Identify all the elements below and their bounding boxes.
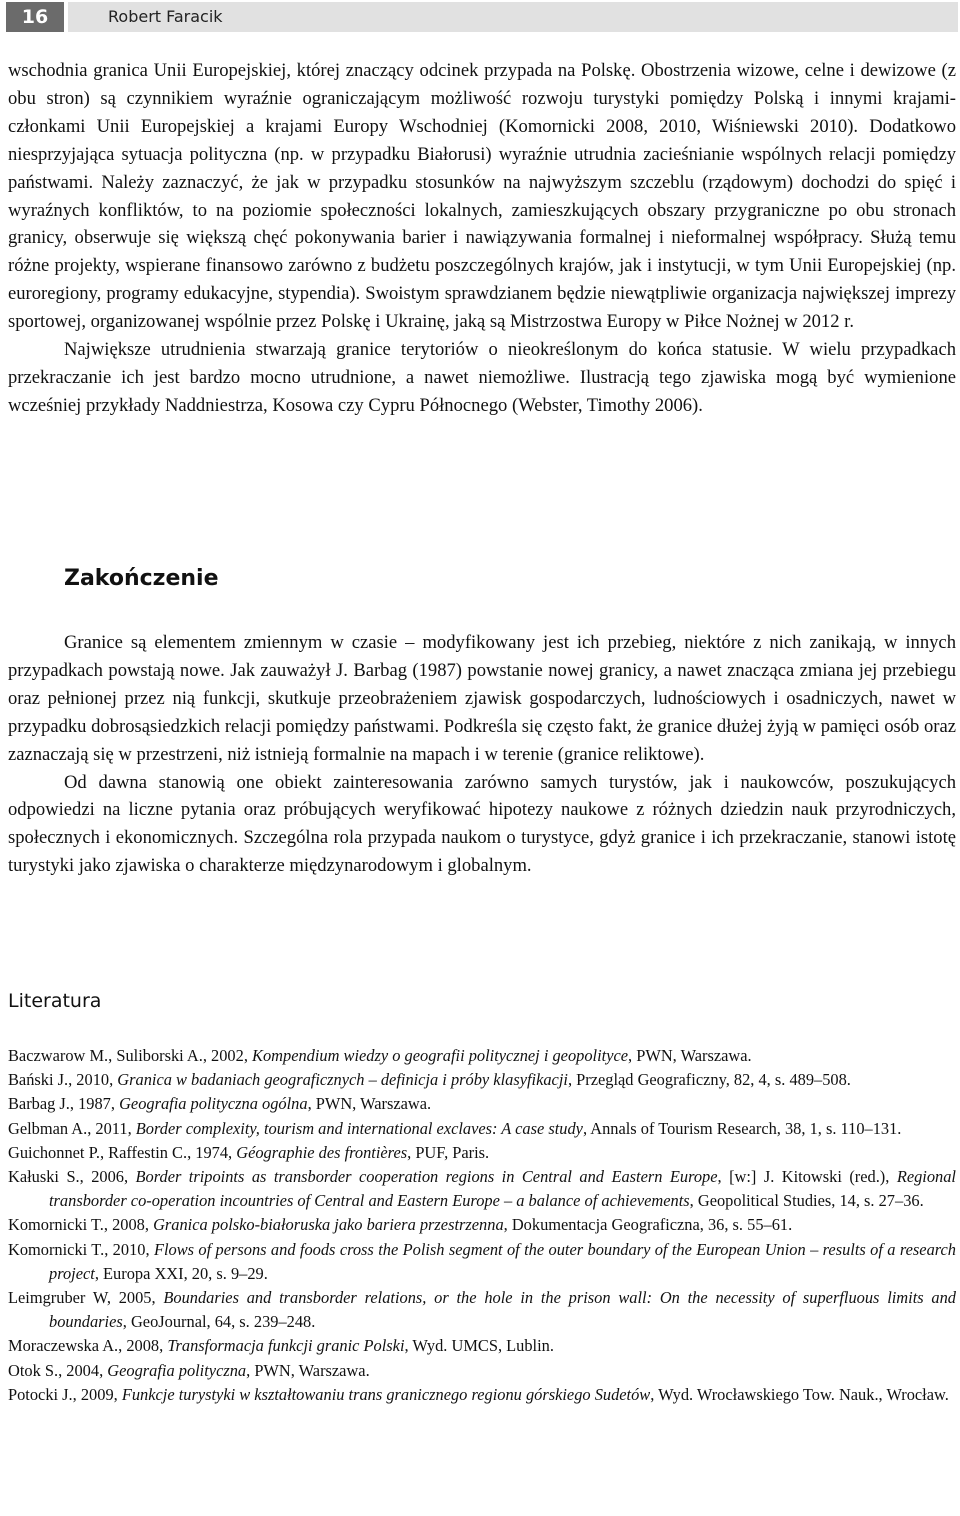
reference-item: Kałuski S., 2006, Border tripoints as transborder cooperation regions in Central and Eastern Europe, [w:] J. Kitowski (red.), Regional transborder co-operation incountries of Central and Eastern Europe – a balance of achievements, Geopolitical Studies, 14, s. 27–36. — [8, 1167, 956, 1211]
body-paragraph: Granice są elementem zmiennym w czasie – modyfikowany jest ich przebieg, niektóre z nich zanikają, w innych przypadkach powstają nowe. Jak zauważył J. Barbag (1987) powstanie nowej granicy, a nawet znacząca zmiana jej przebiegu oraz pełnionej przez nią funkcji, skutkuje przeobrażeniem zjawisk gospodarczych, ludnościowych i osadniczych, nawet w przypadku dobrosąsiedzkich relacji pomiędzy państwami. Podkreśla się często fakt, że granice dłużej żyją w pamięci osób oraz zaznaczają się w przestrzeni, niż istnieją formalnie na mapach i w terenie (granice reliktowe). — [8, 632, 956, 765]
reference-item: Otok S., 2004, Geografia polityczna, PWN, Warszawa. — [8, 1360, 370, 1380]
section-heading: Zakończenie — [64, 566, 219, 591]
page-number: 16 — [6, 2, 64, 32]
references-list — [8, 1044, 956, 1407]
reference-item: Guichonnet P., Raffestin C., 1974, Géographie des frontières, PUF, Paris. — [8, 1142, 490, 1162]
body-paragraph: Od dawna stanowią one obiekt zainteresowania zarówno samych turystów, jak i naukowców, poszukujących odpowiedzi na liczne pytania oraz próbujących weryfikować hipotezy naukowe z różnych dziedzin nauk przyrodniczych, społecznych i ekonomicznych. Szczególna rola przypada naukom o turystyce, gdyż granice i ich przekraczanie, stanowi istotę turystyki jako zjawiska o charakterze międzynarodowym i globalnym. — [8, 771, 956, 877]
reference-item: Baczwarow M., Suliborski A., 2002, Kompendium wiedzy o geografii politycznej i geopolityce, PWN, Warszawa. — [8, 1046, 752, 1065]
conclusion-section — [8, 629, 956, 880]
body-paragraph: wschodnia granica Unii Europejskiej, której znaczący odcinek przypada na Polskę. Obostrzenia wizowe, celne i dewizowe (z obu stron) są czynnikiem wyraźnie ograniczającym możliwość rozwoju turystyki pomiędzy Polską i innymi krajami-członkami Unii Europejskiej a krajami Europy Wschodniej (Komornicki 2008, 2010, Wiśniewski 2010). Dodatkowo niesprzyjająca sytuacja polityczna (np. w przypadku Białorusi) wyraźnie utrudnia zacieśnianie wspólnych relacji pomiędzy państwami. Należy zaznaczyć, że jak w przypadku stosunków na najwyższym szczeblu (rządowym) dochodzi do spięć i wyraźnych konfliktów, to na poziomie społeczności lokalnych, zamieszkujących obszary przygraniczne po obu stronach granicy, obserwuje się większą chęć pokonywania barier i nawiązywania formalnej i nieformalnej współpracy. Służą temu różne projekty, wspierane finansowo zarówno z budżetu poszczególnych krajów, jak i instytucji, w tym Unii Europejskiej (np. euroregiony, programy edukacyjne, stypendia). Swoistym sprawdzianem będzie niewątpliwie organizacja największej imprezy sportowej, organizowanej wspólnie przez Polskę i Ukrainę, jaką są Mistrzostwa Europy w Piłce Nożnej w 2012 r. — [8, 60, 956, 333]
reference-item: Komornicki T., 2008, Granica polsko-białoruska jako bariera przestrzenna, Dokumentacja Geograficzna, 36, s. 55–61. — [8, 1215, 793, 1235]
reference-item: Leimgruber W, 2005, Boundaries and transborder relations, or the hole in the prison wall: On the necessity of superfluous limits and boundaries, GeoJournal, 64, s. 239–248. — [8, 1288, 956, 1332]
running-header — [0, 0, 960, 34]
reference-item: Komornicki T., 2010, Flows of persons and foods cross the Polish segment of the outer boundary of the European Union – results of a research project, Europa XXI, 20, s. 9–29. — [8, 1239, 957, 1283]
reference-item: Moraczewska A., 2008, Transformacja funkcji granic Polski, Wyd. UMCS, Lublin. — [8, 1336, 554, 1356]
body-paragraph: Największe utrudnienia stwarzają granice terytoriów o nieokreślonym do końca statusie. W wielu przypadkach przekraczanie ich jest bardzo mocno utrudnione, a nawet niemożliwe. Ilustracją tego zjawiska mogą być wymienione wcześniej przykłady Naddniestrza, Kosowa czy Cypru Północnego (Webster, Timothy 2006). — [8, 339, 956, 416]
body-section — [8, 57, 956, 420]
reference-item: Gelbman A., 2011, Border complexity, tourism and international exclaves: A case study, Annals of Tourism Research, 38, 1, s. 110–131. — [8, 1118, 902, 1138]
running-author: Robert Faracik — [68, 2, 958, 32]
reference-item: Bański J., 2010, Granica w badaniach geograficznych – definicja i próby klasyfikacji, Przegląd Geograficzny, 82, 4, s. 489–508. — [8, 1070, 851, 1090]
references-heading: Literatura — [8, 990, 102, 1012]
reference-item: Barbag J., 1987, Geografia polityczna ogólna, PWN, Warszawa. — [8, 1094, 432, 1114]
reference-item: Potocki J., 2009, Funkcje turystyki w kształtowaniu trans granicznego regionu górskiego Sudetów, Wyd. Wrocławskiego Tow. Nauk., Wrocław. — [8, 1384, 949, 1404]
